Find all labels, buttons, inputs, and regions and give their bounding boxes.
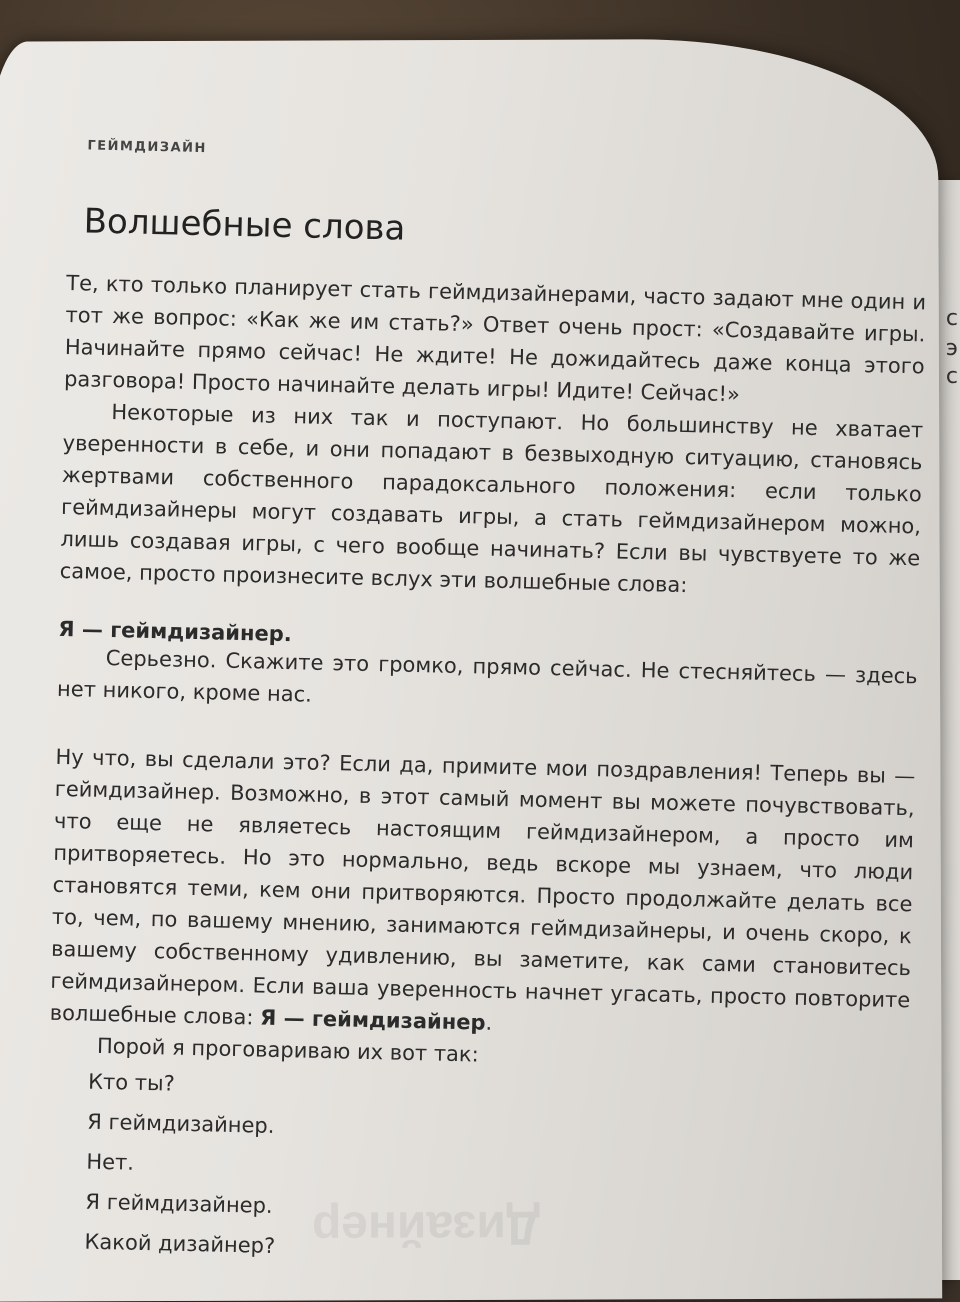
edge-letter: э bbox=[945, 336, 958, 361]
running-head: ГЕЙМДИЗАЙН bbox=[87, 138, 208, 157]
paragraph-4 bbox=[49, 741, 915, 1048]
dialog-line: Кто ты? bbox=[87, 1069, 176, 1096]
paragraph-4-period: . bbox=[485, 1010, 493, 1035]
paragraph-3: Серьезно. Скажите это громко, прямо сейчас. Не стесняйтесь — здесь нет никого, кроме нас. bbox=[56, 645, 918, 707]
dialog-line: Какой дизайнер? bbox=[84, 1229, 276, 1258]
dialog-block bbox=[84, 1062, 908, 1281]
magic-words: Я — геймдизайнер. bbox=[58, 616, 293, 647]
page-content bbox=[44, 120, 930, 1280]
edge-letter: с bbox=[945, 306, 958, 331]
paragraph-1: Те, кто только планирует стать геймдизайнерами, часто задают мне один и тот же вопрос: «Как же им стать?» Ответ очень прост: «Создавайте игры. Начинайте прямо сейчас! Не ждите! Не дожидайтесь даже конца этого разговора! Просто начинайте делать игры! Идите! Сейчас!» bbox=[63, 270, 927, 407]
show-through-text: Дизайнер bbox=[311, 1200, 541, 1255]
dialog-line: Нет. bbox=[86, 1149, 135, 1175]
paragraph-2: Некоторые из них так и поступают. Но большинству не хватает уверенности в себе, и они попадают в безвыходную ситуацию, становясь жертвами собственного парадоксального положения: если только геймдизайнеры могут создавать игры, а стать геймдизайнером можно, лишь создавая игры, с чего вообще начинать? Если вы чувствуете то же самое, просто произнесите вслух эти волшебные слова: bbox=[59, 400, 924, 598]
dialog-line: Я геймдизайнер. bbox=[85, 1189, 273, 1218]
edge-letter: с bbox=[945, 364, 958, 389]
paragraph-4-text: Ну что, вы сделали это? Если да, примите мои поздравления! Теперь вы — геймдизайнер. Возможно, в этот самый момент вы можете почувствовать, что еще не являетесь настоящим геймдизайнером, а просто им притворяетесь. Но это нормально, ведь вскоре мы узнаем, что люди становятся теми, кем они притворяются. Просто продолжайте делать все то, чем, по вашему мнению, занимаются геймдизайнеры, и очень скоро, к вашему собственному удивлению, вы заметите, как сами становитесь геймдизайнером. Если ваша уверенность начнет угасать, просто повторите волшебные слова: bbox=[49, 744, 916, 1030]
paragraph-4-bold: Я — геймдизайнер bbox=[259, 1005, 486, 1035]
dialog-line: Я геймдизайнер. bbox=[87, 1109, 275, 1138]
paragraph-5: Порой я проговариваю их вот так: bbox=[96, 1033, 479, 1067]
section-title: Волшебные слова bbox=[83, 201, 406, 249]
